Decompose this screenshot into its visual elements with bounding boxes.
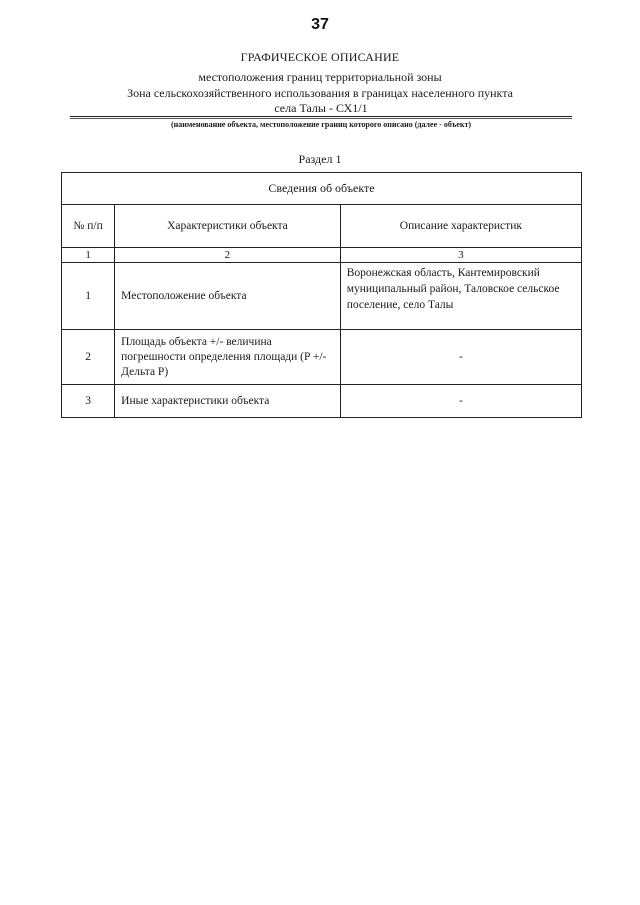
section-title: Раздел 1 — [298, 152, 342, 166]
table-caption: Сведения об объекте — [62, 173, 582, 205]
table-caption-row — [62, 173, 582, 205]
column-number-3: 3 — [340, 248, 581, 263]
page-number: 37 — [311, 16, 329, 33]
table-header-row — [62, 205, 582, 248]
table-row — [62, 330, 582, 385]
row-description: - — [340, 385, 581, 418]
column-number-row — [62, 248, 582, 263]
object-name: села Талы - СХ1/1 — [70, 101, 572, 117]
table-row — [62, 385, 582, 418]
header-characteristic: Характеристики объекта — [115, 205, 341, 248]
row-number: 3 — [62, 385, 115, 418]
row-characteristic: Местоположение объекта — [115, 263, 341, 330]
header-description: Описание характеристик — [340, 205, 581, 248]
column-number-2: 2 — [115, 248, 341, 263]
row-characteristic: Иные характеристики объекта — [115, 385, 341, 418]
table-row — [62, 263, 582, 330]
row-characteristic: Площадь объекта +/- величина погрешности определения площади (P +/- Дельта P) — [115, 330, 341, 385]
column-number-1: 1 — [62, 248, 115, 263]
row-number: 1 — [62, 263, 115, 330]
header-line-1: местоположения границ территориальной зоны — [198, 70, 442, 84]
header-line-2: Зона сельскохозяйственного использования в границах населенного пункта — [127, 86, 513, 100]
row-number: 2 — [62, 330, 115, 385]
divider-line — [70, 118, 572, 119]
row-description: - — [340, 330, 581, 385]
header-number: № п/п — [62, 205, 115, 248]
object-caption: (наименование объекта, местоположение границ которого описано (далее - объект) — [170, 120, 472, 129]
object-info-table — [61, 172, 582, 418]
row-description: Воронежская область, Кантемировский муниципальный район, Таловское сельское поселение, село Талы — [340, 263, 581, 330]
document-header — [60, 50, 580, 101]
document-title: ГРАФИЧЕСКОЕ ОПИСАНИЕ — [240, 50, 400, 64]
